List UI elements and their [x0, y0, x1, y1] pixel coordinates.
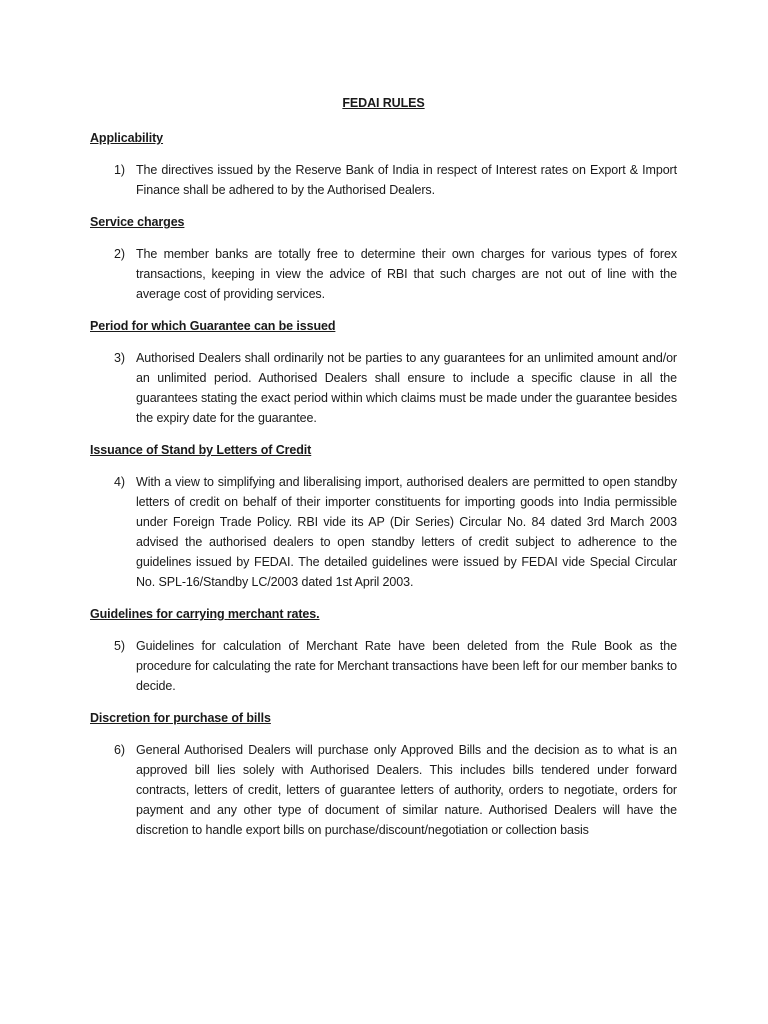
- rule-number: 3): [114, 351, 125, 365]
- section-heading-merchant-rates: Guidelines for carrying merchant rates.: [90, 607, 320, 621]
- rule-text: Guidelines for calculation of Merchant Rate have been deleted from the Rule Book as the procedure for calculating the rate for Merchant transactions have been left for our member banks to decide.: [136, 639, 677, 693]
- section-heading-applicability: Applicability: [90, 131, 164, 145]
- rule-text: The member banks are totally free to determine their own charges for various types of forex transactions, keeping in view the advice of RBI that such charges are not out of line with the average cost of providing services.: [136, 247, 677, 301]
- rule-item: [90, 472, 677, 592]
- rule-number: 4): [114, 475, 125, 489]
- rule-item: [90, 740, 677, 840]
- rule-text: General Authorised Dealers will purchase only Approved Bills and the decision as to what is an approved bill lies solely with Authorised Dealers. This includes bills tendered under forward contracts, letters of credit, letters of guarantee letters of authority, orders to negotiate, orders for payment and any other type of document of similar nature. Authorised Dealers will have the discretion to handle export bills on purchase/discount/negotiation or collection basis: [136, 743, 677, 837]
- section-heading-standby-letters: Issuance of Stand by Letters of Credit: [90, 443, 312, 457]
- section-heading-purchase-of-bills: Discretion for purchase of bills: [90, 711, 271, 725]
- rule-text: With a view to simplifying and liberalising import, authorised dealers are permitted to open standby letters of credit on behalf of their importer constituents for importing goods into India permissible under Foreign Trade Policy. RBI vide its AP (Dir Series) Circular No. 84 dated 3rd March 2003 advised the authorised dealers to open standby letters of credit subject to adherence to the guidelines issued by FEDAI. The detailed guidelines were issued by FEDAI vide Special Circular No. SPL-16/Standby LC/2003 dated 1st April 2003.: [136, 475, 677, 589]
- rule-text: The directives issued by the Reserve Bank of India in respect of Interest rates on Export & Import Finance shall be adhered to by the Authorised Dealers.: [136, 163, 677, 197]
- section-heading-guarantee-period: Period for which Guarantee can be issued: [90, 319, 336, 333]
- rule-number: 2): [114, 247, 125, 261]
- rule-item: [90, 348, 677, 428]
- rule-item: [90, 160, 677, 200]
- rule-text: Authorised Dealers shall ordinarily not be parties to any guarantees for an unlimited amount and/or an unlimited period. Authorised Dealers shall ensure to include a specific clause in all the guarantees stating the exact period within which claims must be made under the guarantee besides the expiry date for the guarantee.: [136, 351, 677, 425]
- rule-number: 1): [114, 163, 125, 177]
- rule-item: [90, 244, 677, 304]
- document-title: FEDAI RULES: [342, 96, 425, 110]
- rule-number: 5): [114, 639, 125, 653]
- rule-item: [90, 636, 677, 696]
- rule-number: 6): [114, 743, 125, 757]
- section-heading-service-charges: Service charges: [90, 215, 185, 229]
